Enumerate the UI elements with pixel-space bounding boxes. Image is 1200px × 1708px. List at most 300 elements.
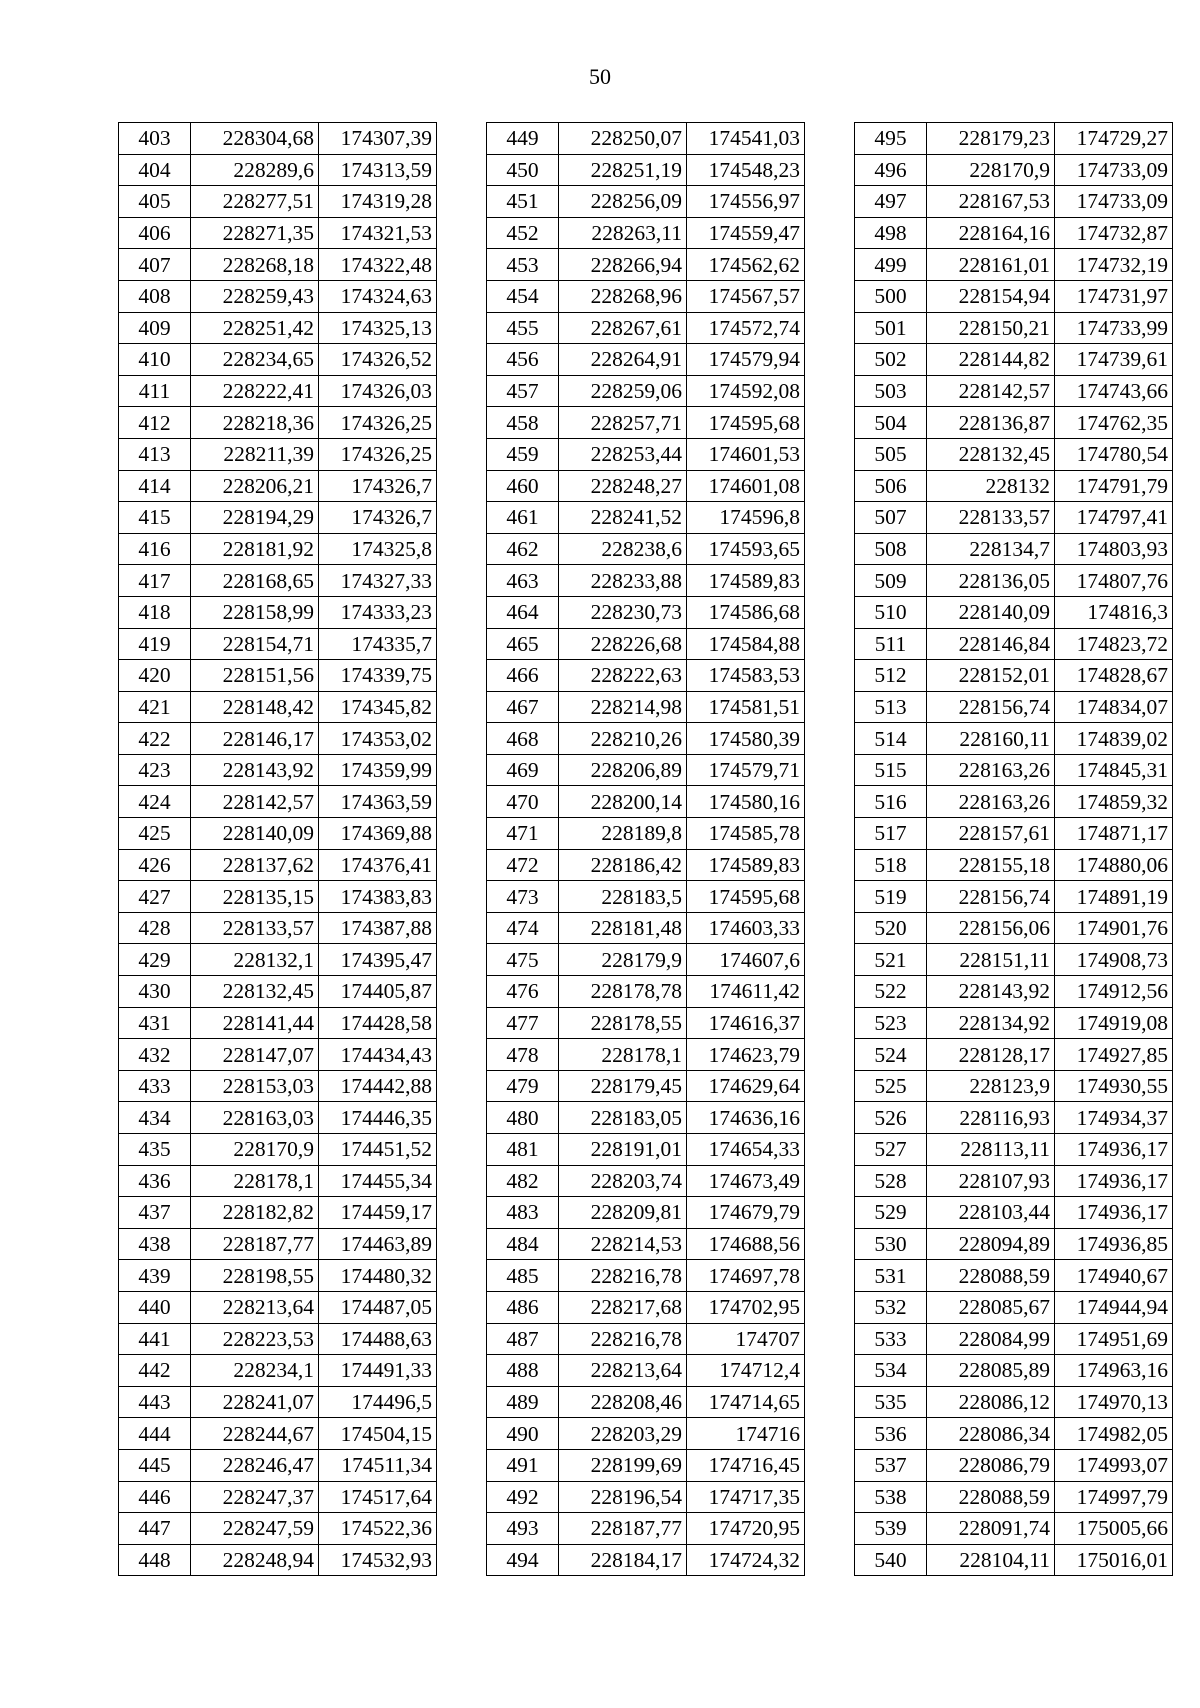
table-row [119,1007,437,1039]
table-row [855,723,1173,755]
table-row [855,1544,1173,1576]
x-coordinate-cell: 228189,8 [559,818,687,850]
x-coordinate-cell: 228277,51 [191,186,319,218]
point-number-cell: 430 [119,976,191,1008]
point-number-cell: 513 [855,691,927,723]
table-row [855,1165,1173,1197]
point-number-cell: 456 [487,344,559,376]
point-number-cell: 507 [855,502,927,534]
x-coordinate-cell: 228222,41 [191,375,319,407]
x-coordinate-cell: 228094,89 [927,1228,1055,1260]
y-coordinate-cell: 174359,99 [319,754,437,786]
point-number-cell: 508 [855,533,927,565]
y-coordinate-cell: 174673,49 [687,1165,805,1197]
table-row [855,849,1173,881]
table-row [487,723,805,755]
y-coordinate-cell: 174688,56 [687,1228,805,1260]
y-coordinate-cell: 174720,95 [687,1513,805,1545]
point-number-cell: 495 [855,123,927,155]
y-coordinate-cell: 174580,16 [687,786,805,818]
y-coordinate-cell: 174803,93 [1055,533,1173,565]
y-coordinate-cell: 174572,74 [687,312,805,344]
y-coordinate-cell: 174951,69 [1055,1323,1173,1355]
point-number-cell: 474 [487,912,559,944]
y-coordinate-cell: 174797,41 [1055,502,1173,534]
point-number-cell: 460 [487,470,559,502]
x-coordinate-cell: 228086,79 [927,1449,1055,1481]
x-coordinate-cell: 228216,78 [559,1260,687,1292]
table-row [855,1228,1173,1260]
y-coordinate-cell: 174762,35 [1055,407,1173,439]
coordinates-table-1 [118,122,437,1576]
table-row [487,249,805,281]
x-coordinate-cell: 228271,35 [191,217,319,249]
point-number-cell: 485 [487,1260,559,1292]
y-coordinate-cell: 174716 [687,1418,805,1450]
x-coordinate-cell: 228134,7 [927,533,1055,565]
table-row [855,754,1173,786]
y-coordinate-cell: 175016,01 [1055,1544,1173,1576]
y-coordinate-cell: 174428,58 [319,1007,437,1039]
y-coordinate-cell: 174327,33 [319,565,437,597]
y-coordinate-cell: 174930,55 [1055,1070,1173,1102]
y-coordinate-cell: 174369,88 [319,818,437,850]
x-coordinate-cell: 228123,9 [927,1070,1055,1102]
point-number-cell: 531 [855,1260,927,1292]
y-coordinate-cell: 174603,33 [687,912,805,944]
x-coordinate-cell: 228137,62 [191,849,319,881]
y-coordinate-cell: 174548,23 [687,154,805,186]
table-row [855,312,1173,344]
x-coordinate-cell: 228208,46 [559,1386,687,1418]
y-coordinate-cell: 174791,79 [1055,470,1173,502]
table-row [487,849,805,881]
point-number-cell: 473 [487,881,559,913]
y-coordinate-cell: 174724,32 [687,1544,805,1576]
y-coordinate-cell: 174733,99 [1055,312,1173,344]
y-coordinate-cell: 174567,57 [687,280,805,312]
y-coordinate-cell: 174451,52 [319,1134,437,1166]
y-coordinate-cell: 174936,17 [1055,1134,1173,1166]
x-coordinate-cell: 228234,1 [191,1355,319,1387]
point-number-cell: 512 [855,660,927,692]
x-coordinate-cell: 228147,07 [191,1039,319,1071]
table-row [855,1039,1173,1071]
x-coordinate-cell: 228103,44 [927,1197,1055,1229]
y-coordinate-cell: 174496,5 [319,1386,437,1418]
y-coordinate-cell: 174353,02 [319,723,437,755]
table-row [119,217,437,249]
x-coordinate-cell: 228194,29 [191,502,319,534]
table-row [487,1197,805,1229]
table-row [119,1418,437,1450]
point-number-cell: 448 [119,1544,191,1576]
point-number-cell: 535 [855,1386,927,1418]
point-number-cell: 462 [487,533,559,565]
x-coordinate-cell: 228181,48 [559,912,687,944]
table-row [487,407,805,439]
x-coordinate-cell: 228091,74 [927,1513,1055,1545]
table-row [119,628,437,660]
y-coordinate-cell: 174586,68 [687,596,805,628]
point-number-cell: 422 [119,723,191,755]
x-coordinate-cell: 228214,98 [559,691,687,723]
x-coordinate-cell: 228222,63 [559,660,687,692]
y-coordinate-cell: 174828,67 [1055,660,1173,692]
table-row [119,1260,437,1292]
y-coordinate-cell: 174908,73 [1055,944,1173,976]
x-coordinate-cell: 228170,9 [927,154,1055,186]
table-row [119,786,437,818]
x-coordinate-cell: 228187,77 [191,1228,319,1260]
point-number-cell: 457 [487,375,559,407]
table-row [487,280,805,312]
point-number-cell: 453 [487,249,559,281]
point-number-cell: 532 [855,1291,927,1323]
point-number-cell: 526 [855,1102,927,1134]
point-number-cell: 455 [487,312,559,344]
x-coordinate-cell: 228181,92 [191,533,319,565]
y-coordinate-cell: 174927,85 [1055,1039,1173,1071]
y-coordinate-cell: 174596,8 [687,502,805,534]
x-coordinate-cell: 228170,9 [191,1134,319,1166]
y-coordinate-cell: 174611,42 [687,976,805,1008]
x-coordinate-cell: 228241,52 [559,502,687,534]
table-row [855,1007,1173,1039]
table-row [855,1481,1173,1513]
table-row [487,691,805,723]
point-number-cell: 487 [487,1323,559,1355]
y-coordinate-cell: 174321,53 [319,217,437,249]
x-coordinate-cell: 228168,65 [191,565,319,597]
coordinates-table-2 [486,122,805,1576]
point-number-cell: 413 [119,438,191,470]
y-coordinate-cell: 174970,13 [1055,1386,1173,1418]
table-row [119,312,437,344]
y-coordinate-cell: 174326,7 [319,470,437,502]
point-number-cell: 418 [119,596,191,628]
y-coordinate-cell: 174963,16 [1055,1355,1173,1387]
y-coordinate-cell: 174743,66 [1055,375,1173,407]
x-coordinate-cell: 228179,23 [927,123,1055,155]
x-coordinate-cell: 228153,03 [191,1070,319,1102]
point-number-cell: 523 [855,1007,927,1039]
point-number-cell: 496 [855,154,927,186]
table-row [487,1102,805,1134]
table-row [119,1481,437,1513]
point-number-cell: 444 [119,1418,191,1450]
point-number-cell: 470 [487,786,559,818]
point-number-cell: 459 [487,438,559,470]
y-coordinate-cell: 174326,03 [319,375,437,407]
y-coordinate-cell: 174326,7 [319,502,437,534]
x-coordinate-cell: 228259,06 [559,375,687,407]
x-coordinate-cell: 228268,96 [559,280,687,312]
x-coordinate-cell: 228213,64 [191,1291,319,1323]
y-coordinate-cell: 174716,45 [687,1449,805,1481]
x-coordinate-cell: 228214,53 [559,1228,687,1260]
table-row [119,407,437,439]
y-coordinate-cell: 174731,97 [1055,280,1173,312]
y-coordinate-cell: 174383,83 [319,881,437,913]
y-coordinate-cell: 174733,09 [1055,186,1173,218]
x-coordinate-cell: 228163,26 [927,754,1055,786]
x-coordinate-cell: 228178,1 [559,1039,687,1071]
x-coordinate-cell: 228142,57 [191,786,319,818]
table-row [119,565,437,597]
table-row [855,407,1173,439]
page-number: 50 [589,64,611,89]
x-coordinate-cell: 228256,09 [559,186,687,218]
table-row [855,470,1173,502]
y-coordinate-cell: 174654,33 [687,1134,805,1166]
table-row [119,912,437,944]
table-row [855,628,1173,660]
table-row [119,881,437,913]
y-coordinate-cell: 174532,93 [319,1544,437,1576]
y-coordinate-cell: 174463,89 [319,1228,437,1260]
point-number-cell: 518 [855,849,927,881]
table-row [855,438,1173,470]
point-number-cell: 464 [487,596,559,628]
point-number-cell: 484 [487,1228,559,1260]
y-coordinate-cell: 174714,65 [687,1386,805,1418]
point-number-cell: 516 [855,786,927,818]
y-coordinate-cell: 174345,82 [319,691,437,723]
x-coordinate-cell: 228250,07 [559,123,687,155]
x-coordinate-cell: 228163,26 [927,786,1055,818]
x-coordinate-cell: 228086,12 [927,1386,1055,1418]
x-coordinate-cell: 228218,36 [191,407,319,439]
point-number-cell: 476 [487,976,559,1008]
point-number-cell: 463 [487,565,559,597]
table-row [487,1039,805,1071]
point-number-cell: 497 [855,186,927,218]
table-row [119,249,437,281]
y-coordinate-cell: 174595,68 [687,407,805,439]
table-row [487,944,805,976]
point-number-cell: 492 [487,1481,559,1513]
x-coordinate-cell: 228163,03 [191,1102,319,1134]
y-coordinate-cell: 174363,59 [319,786,437,818]
table-row [487,1386,805,1418]
y-coordinate-cell: 174480,32 [319,1260,437,1292]
table-row [487,1513,805,1545]
table-row [855,249,1173,281]
point-number-cell: 441 [119,1323,191,1355]
x-coordinate-cell: 228088,59 [927,1481,1055,1513]
point-number-cell: 504 [855,407,927,439]
table-row [855,1197,1173,1229]
x-coordinate-cell: 228157,61 [927,818,1055,850]
x-coordinate-cell: 228178,1 [191,1165,319,1197]
y-coordinate-cell: 174940,67 [1055,1260,1173,1292]
table-row [119,186,437,218]
x-coordinate-cell: 228113,11 [927,1134,1055,1166]
point-number-cell: 454 [487,280,559,312]
table-row [855,1102,1173,1134]
point-number-cell: 498 [855,217,927,249]
table-row [119,533,437,565]
point-number-cell: 481 [487,1134,559,1166]
table-row [119,1102,437,1134]
point-number-cell: 414 [119,470,191,502]
point-number-cell: 494 [487,1544,559,1576]
point-number-cell: 412 [119,407,191,439]
point-number-cell: 404 [119,154,191,186]
point-number-cell: 450 [487,154,559,186]
x-coordinate-cell: 228182,82 [191,1197,319,1229]
table-row [855,502,1173,534]
table-row [855,596,1173,628]
point-number-cell: 446 [119,1481,191,1513]
table-row [487,1449,805,1481]
x-coordinate-cell: 228304,68 [191,123,319,155]
x-coordinate-cell: 228104,11 [927,1544,1055,1576]
x-coordinate-cell: 228184,17 [559,1544,687,1576]
point-number-cell: 405 [119,186,191,218]
y-coordinate-cell: 174934,37 [1055,1102,1173,1134]
table-row [119,280,437,312]
table-row [487,217,805,249]
table-row [487,123,805,155]
x-coordinate-cell: 228132,45 [191,976,319,1008]
table-row [487,502,805,534]
point-number-cell: 445 [119,1449,191,1481]
table-row [855,217,1173,249]
x-coordinate-cell: 228146,84 [927,628,1055,660]
y-coordinate-cell: 174488,63 [319,1323,437,1355]
x-coordinate-cell: 228199,69 [559,1449,687,1481]
point-number-cell: 437 [119,1197,191,1229]
x-coordinate-cell: 228158,99 [191,596,319,628]
y-coordinate-cell: 174491,33 [319,1355,437,1387]
x-coordinate-cell: 228085,89 [927,1355,1055,1387]
x-coordinate-cell: 228088,59 [927,1260,1055,1292]
y-coordinate-cell: 174697,78 [687,1260,805,1292]
x-coordinate-cell: 228191,01 [559,1134,687,1166]
table-row [119,818,437,850]
y-coordinate-cell: 174729,27 [1055,123,1173,155]
x-coordinate-cell: 228186,42 [559,849,687,881]
y-coordinate-cell: 174325,13 [319,312,437,344]
point-number-cell: 407 [119,249,191,281]
y-coordinate-cell: 174322,48 [319,249,437,281]
point-number-cell: 429 [119,944,191,976]
y-coordinate-cell: 174376,41 [319,849,437,881]
x-coordinate-cell: 228217,68 [559,1291,687,1323]
x-coordinate-cell: 228142,57 [927,375,1055,407]
table-row [855,533,1173,565]
point-number-cell: 489 [487,1386,559,1418]
x-coordinate-cell: 228244,67 [191,1418,319,1450]
y-coordinate-cell: 174387,88 [319,912,437,944]
x-coordinate-cell: 228268,18 [191,249,319,281]
table-row [487,186,805,218]
point-number-cell: 420 [119,660,191,692]
x-coordinate-cell: 228196,54 [559,1481,687,1513]
point-number-cell: 475 [487,944,559,976]
x-coordinate-cell: 228251,19 [559,154,687,186]
y-coordinate-cell: 174455,34 [319,1165,437,1197]
x-coordinate-cell: 228133,57 [191,912,319,944]
point-number-cell: 519 [855,881,927,913]
x-coordinate-cell: 228178,55 [559,1007,687,1039]
point-number-cell: 520 [855,912,927,944]
point-number-cell: 483 [487,1197,559,1229]
x-coordinate-cell: 228146,17 [191,723,319,755]
point-number-cell: 442 [119,1355,191,1387]
x-coordinate-cell: 228253,44 [559,438,687,470]
x-coordinate-cell: 228143,92 [191,754,319,786]
y-coordinate-cell: 174517,64 [319,1481,437,1513]
point-number-cell: 426 [119,849,191,881]
y-coordinate-cell: 174326,52 [319,344,437,376]
y-coordinate-cell: 174556,97 [687,186,805,218]
point-number-cell: 540 [855,1544,927,1576]
table-row [855,186,1173,218]
x-coordinate-cell: 228164,16 [927,217,1055,249]
x-coordinate-cell: 228206,89 [559,754,687,786]
table-row [119,723,437,755]
x-coordinate-cell: 228151,11 [927,944,1055,976]
x-coordinate-cell: 228154,71 [191,628,319,660]
point-number-cell: 428 [119,912,191,944]
y-coordinate-cell: 174936,17 [1055,1197,1173,1229]
y-coordinate-cell: 174405,87 [319,976,437,1008]
y-coordinate-cell: 174593,65 [687,533,805,565]
y-coordinate-cell: 174581,51 [687,691,805,723]
y-coordinate-cell: 174732,19 [1055,249,1173,281]
x-coordinate-cell: 228135,15 [191,881,319,913]
y-coordinate-cell: 174324,63 [319,280,437,312]
x-coordinate-cell: 228134,92 [927,1007,1055,1039]
x-coordinate-cell: 228183,5 [559,881,687,913]
table-row [855,1291,1173,1323]
point-number-cell: 468 [487,723,559,755]
x-coordinate-cell: 228213,64 [559,1355,687,1387]
table-row [855,881,1173,913]
table-row [119,1165,437,1197]
table-row [855,1386,1173,1418]
y-coordinate-cell: 174702,95 [687,1291,805,1323]
point-number-cell: 424 [119,786,191,818]
y-coordinate-cell: 174541,03 [687,123,805,155]
table-row [119,660,437,692]
y-coordinate-cell: 174442,88 [319,1070,437,1102]
table-row [487,628,805,660]
point-number-cell: 506 [855,470,927,502]
x-coordinate-cell: 228246,47 [191,1449,319,1481]
table-row [119,1134,437,1166]
x-coordinate-cell: 228248,94 [191,1544,319,1576]
point-number-cell: 521 [855,944,927,976]
table-row [855,1070,1173,1102]
y-coordinate-cell: 174891,19 [1055,881,1173,913]
table-row [119,123,437,155]
x-coordinate-cell: 228233,88 [559,565,687,597]
y-coordinate-cell: 174459,17 [319,1197,437,1229]
table-row [119,470,437,502]
x-coordinate-cell: 228203,74 [559,1165,687,1197]
x-coordinate-cell: 228167,53 [927,186,1055,218]
table-row [487,1260,805,1292]
y-coordinate-cell: 174997,79 [1055,1481,1173,1513]
x-coordinate-cell: 228140,09 [927,596,1055,628]
x-coordinate-cell: 228187,77 [559,1513,687,1545]
x-coordinate-cell: 228179,9 [559,944,687,976]
table-row [119,944,437,976]
